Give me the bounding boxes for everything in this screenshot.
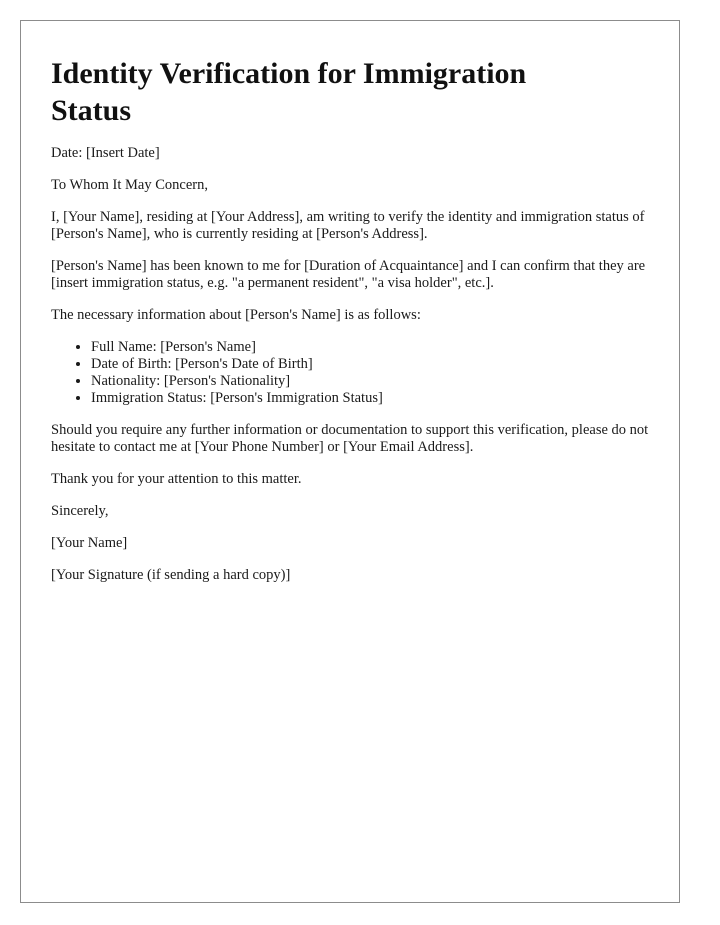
details-list: [51, 339, 649, 407]
list-item: • Date of Birth: [Person's Date of Birth]: [91, 356, 649, 373]
letter-title: Identity Verification for Immigration Status: [51, 57, 527, 127]
closing: Sincerely,: [51, 503, 109, 519]
acquaintance-paragraph: [Person's Name] has been known to me for [Duration of Acquaintance] and I can confirm that they are [insert immigration status, e.g. "a permanent resident", "a visa holder", etc.].: [51, 258, 646, 291]
signer-name: [Your Name]: [51, 535, 128, 551]
list-item: • Nationality: [Person's Nationality]: [91, 373, 649, 390]
date-line: Date: [Insert Date]: [51, 145, 160, 161]
thanks-paragraph: Thank you for your attention to this matter.: [51, 471, 302, 487]
list-item: • Immigration Status: [Person's Immigration Status]: [91, 390, 649, 407]
list-item: • Full Name: [Person's Name]: [91, 339, 649, 356]
information-intro: The necessary information about [Person's Name] is as follows:: [51, 307, 421, 323]
signature-note: [Your Signature (if sending a hard copy)]: [51, 567, 291, 583]
salutation: To Whom It May Concern,: [51, 177, 208, 193]
intro-paragraph: I, [Your Name], residing at [Your Address], am writing to verify the identity and immigration status of [Person's Name], who is currently residing at [Person's Address].: [51, 209, 645, 242]
contact-paragraph: Should you require any further information or documentation to support this verification, please do not hesitate to contact me at [Your Phone Number] or [Your Email Address].: [51, 422, 649, 455]
letter-page: [20, 20, 680, 903]
